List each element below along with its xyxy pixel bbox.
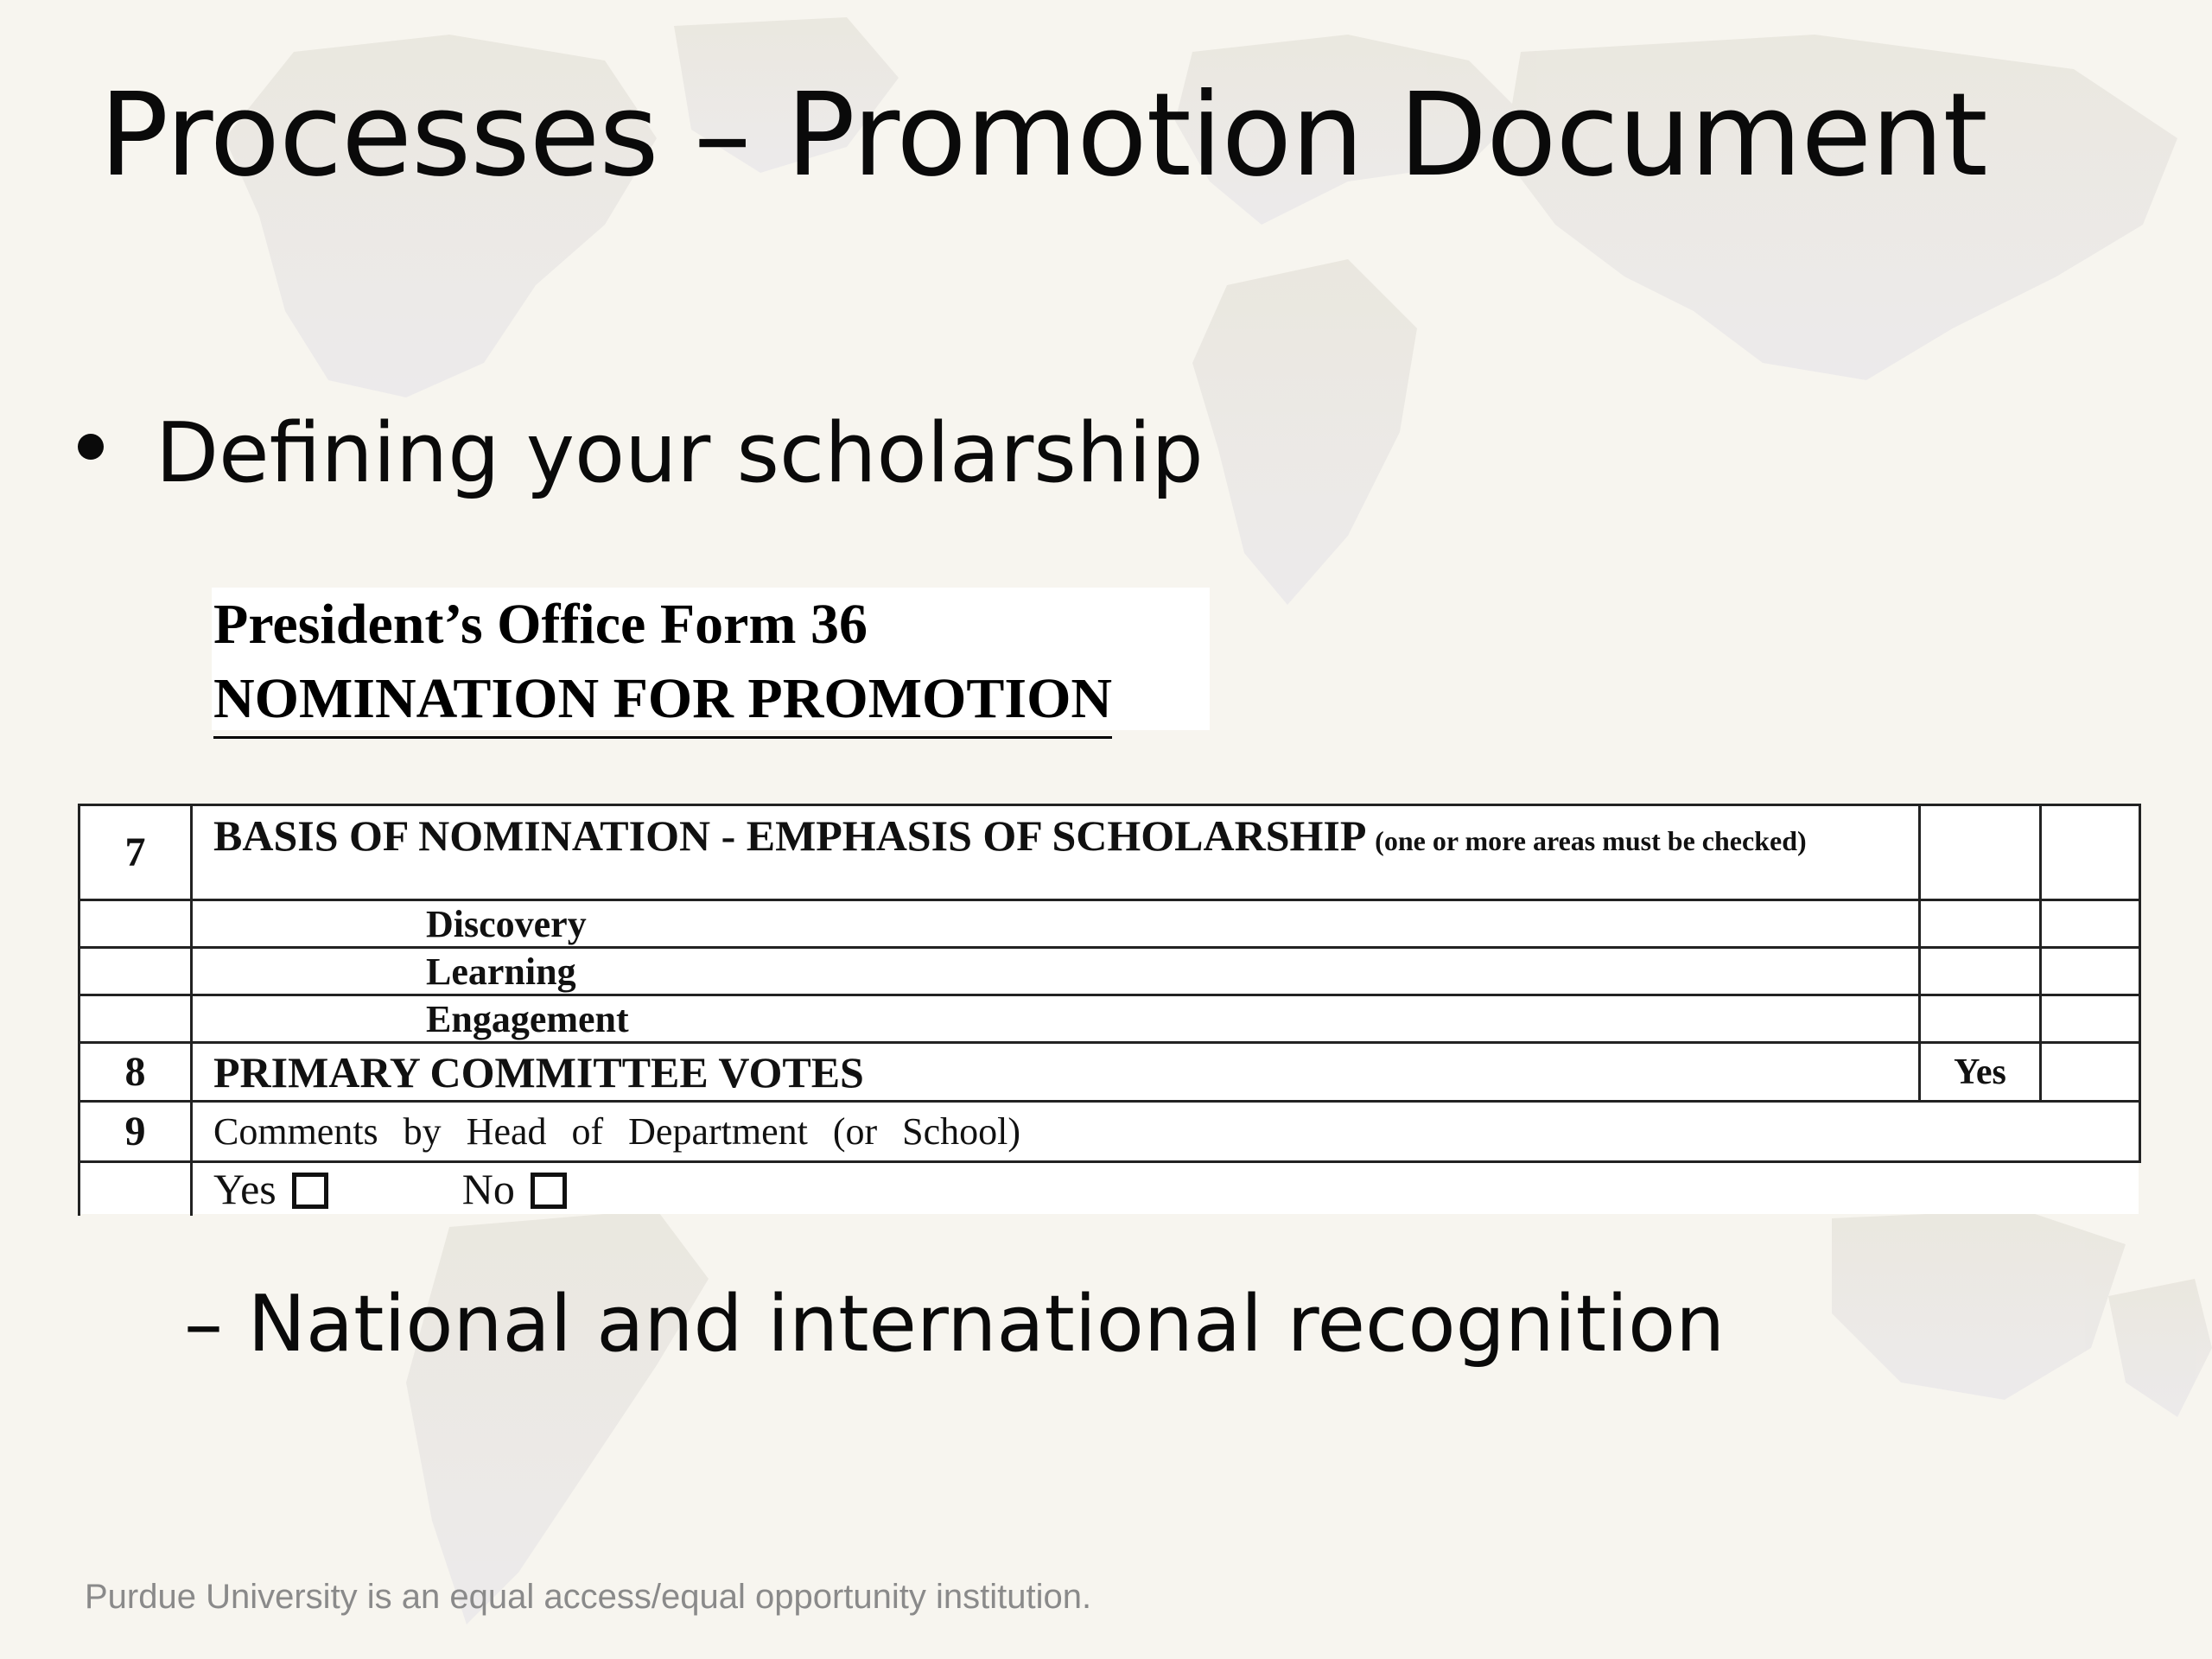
table-row	[79, 805, 2140, 900]
checkbox-cell[interactable]	[1920, 995, 2041, 1043]
table-row	[79, 1102, 2140, 1162]
form-excerpt-table	[78, 804, 2139, 1214]
row-number: 7	[79, 805, 192, 900]
bullet-item	[78, 406, 1204, 501]
area-discovery: Discovery	[192, 900, 1920, 948]
table-row	[79, 900, 2140, 948]
slide-title: Processes – Promotion Document	[99, 69, 1987, 202]
row-number: 8	[79, 1043, 192, 1102]
footer-disclaimer: Purdue University is an equal access/equal opportunity institution.	[85, 1578, 1092, 1616]
table-cell	[2041, 1043, 2140, 1102]
form-heading-line2: NOMINATION FOR PROMOTION	[213, 662, 1112, 739]
table-row	[79, 1043, 2140, 1102]
row-title: Comments by Head of Department (or School)	[192, 1102, 2140, 1162]
row7-note: (one or more areas must be checked)	[1375, 825, 1807, 856]
sub-bullet: – National and international recognition	[184, 1279, 1726, 1370]
checkbox-cell[interactable]	[1920, 900, 2041, 948]
table-row	[79, 948, 2140, 995]
table-cell	[2041, 805, 2140, 900]
bullet-text: Defining your scholarship	[156, 406, 1204, 501]
form-heading	[212, 588, 1210, 730]
row7-title: BASIS OF NOMINATION - EMPHASIS OF SCHOLARSHIP	[213, 811, 1364, 860]
area-engagement: Engagement	[192, 995, 1920, 1043]
table-cell	[79, 1162, 192, 1216]
row-number: 9	[79, 1102, 192, 1162]
option-yes-label: Yes	[213, 1165, 276, 1214]
checkbox-icon[interactable]	[531, 1173, 567, 1209]
row-title: PRIMARY COMMITTEE VOTES	[192, 1043, 1920, 1102]
table-row	[79, 995, 2140, 1043]
bullet-dot-icon	[78, 434, 104, 460]
table-cell	[1920, 805, 2041, 900]
row-title	[192, 805, 1920, 900]
table-cell	[79, 948, 192, 995]
area-learning: Learning	[192, 948, 1920, 995]
table-cell	[2041, 900, 2140, 948]
checkbox-icon[interactable]	[292, 1173, 328, 1209]
checkbox-cell[interactable]	[1920, 948, 2041, 995]
yes-header: Yes	[1920, 1043, 2041, 1102]
table-cell	[79, 995, 192, 1043]
table-cell	[2041, 995, 2140, 1043]
yes-no-options	[192, 1162, 2140, 1216]
table-cell	[2041, 948, 2140, 995]
form-heading-line1: President’s Office Form 36	[213, 593, 868, 656]
table-row	[79, 1162, 2140, 1216]
table-cell	[79, 900, 192, 948]
option-no-label: No	[461, 1165, 515, 1214]
